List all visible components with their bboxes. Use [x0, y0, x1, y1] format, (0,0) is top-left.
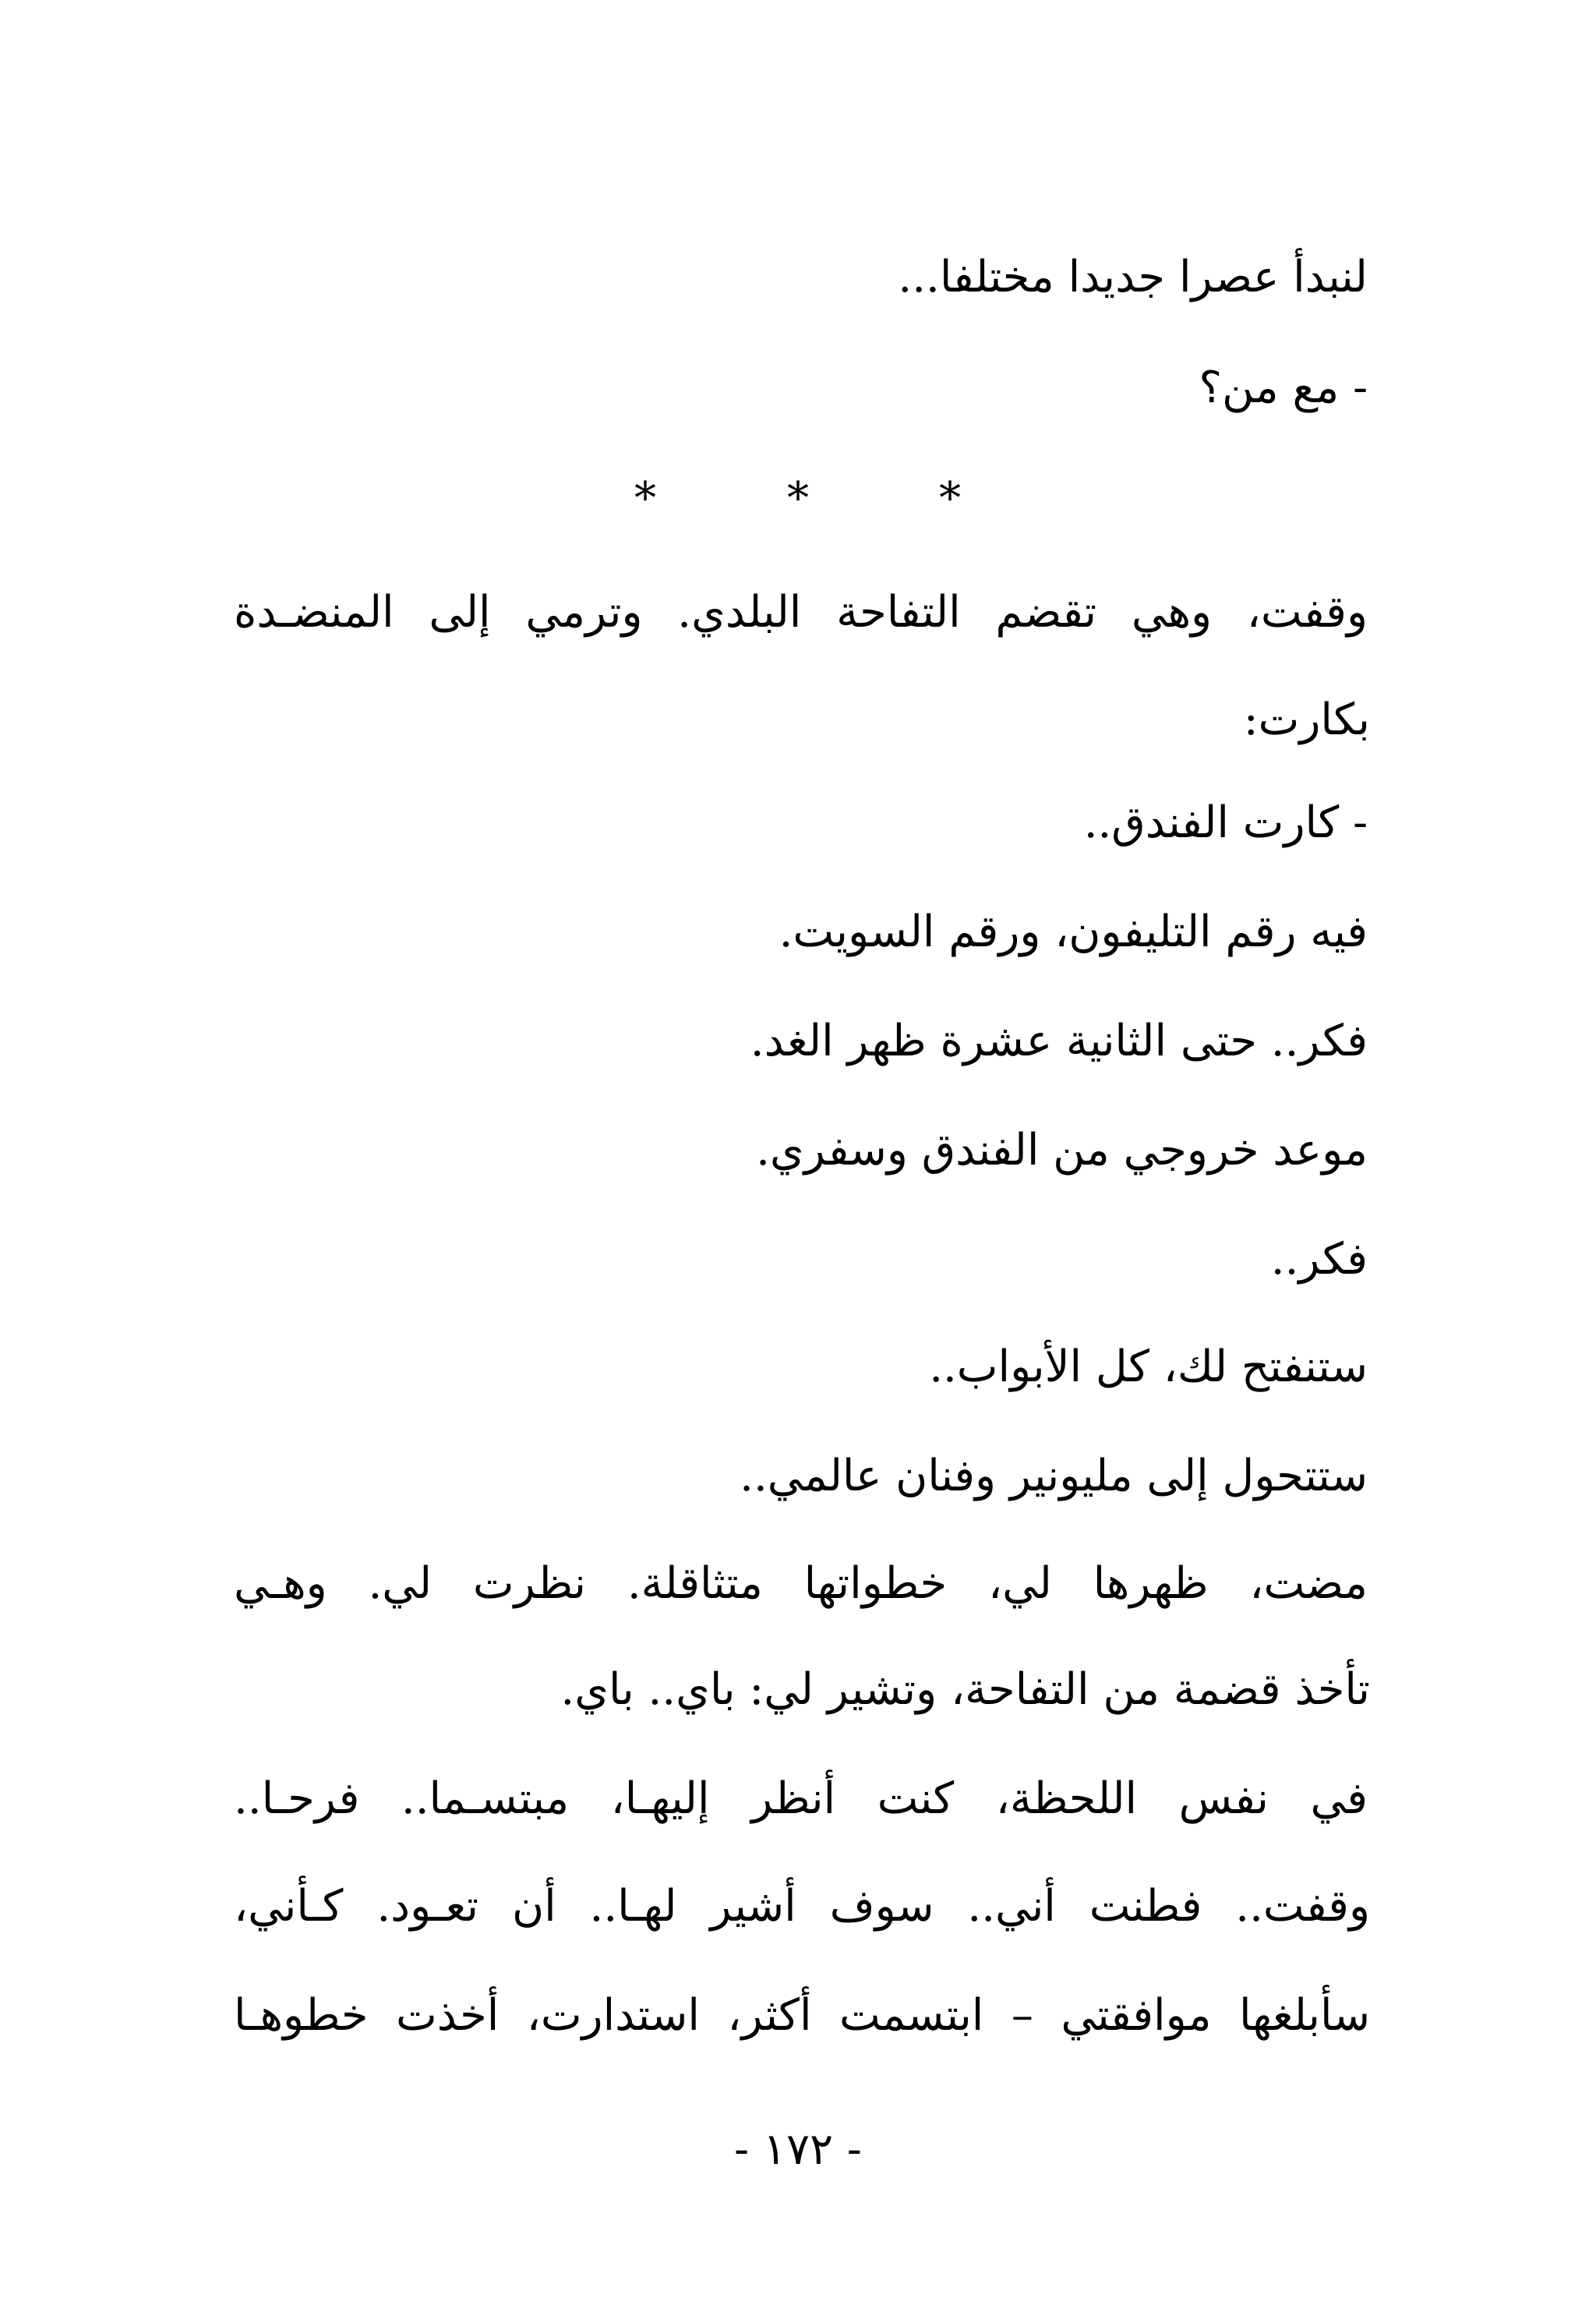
- text-line-15: وقفت.. فطنت أني.. سوف أشير لهـا.. أن تعـود. كـأني،: [234, 1881, 1370, 1932]
- page-number: - ١٧٢ -: [734, 2124, 862, 2175]
- text-line-9: فكر..: [1270, 1234, 1368, 1285]
- text-line-14: في نفس اللحظة، كنت أنظر إليهـا، مبتسـما.. فرحـا..: [234, 1773, 1368, 1824]
- text-line-5: - كارت الفندق..: [1083, 797, 1368, 848]
- separator-star: *: [787, 473, 809, 524]
- text-line-12: مضت، ظهرها لي، خطواتها متثاقلة. نظرت لي. وهـي: [234, 1558, 1368, 1609]
- text-line-7: فكر.. حتى الثانية عشرة ظهر الغد.: [750, 1016, 1368, 1066]
- text-line-1: لنبدأ عصرا جديدا مختلفا...: [898, 252, 1368, 302]
- text-line-16: سأبلغها موافقتي – ابتسمت أكثر، استدارت، أخذت خطوهـا: [234, 1990, 1370, 2041]
- text-line-10: ستنفتح لك، كل الأبواب..: [929, 1342, 1368, 1392]
- text-line-2: - مع من؟: [1199, 362, 1368, 413]
- text-line-4: بكارت:: [1243, 695, 1370, 745]
- separator-star: *: [634, 473, 656, 524]
- text-line-3: وقفت، وهي تقضم التفاحة البلدي. وترمي إلى المنضـدة: [234, 587, 1368, 638]
- text-line-13: تأخذ قضمة من التفاحة، وتشير لي: باي.. باي.: [560, 1664, 1370, 1715]
- separator-star: *: [939, 473, 961, 524]
- text-line-8: موعد خروجي من الفندق وسفري.: [756, 1125, 1368, 1175]
- text-line-6: فيه رقم التليفون، ورقم السويت.: [779, 907, 1368, 957]
- section-separator: [0, 469, 1596, 529]
- text-line-11: ستتحول إلى مليونير وفنان عالمي..: [740, 1451, 1368, 1501]
